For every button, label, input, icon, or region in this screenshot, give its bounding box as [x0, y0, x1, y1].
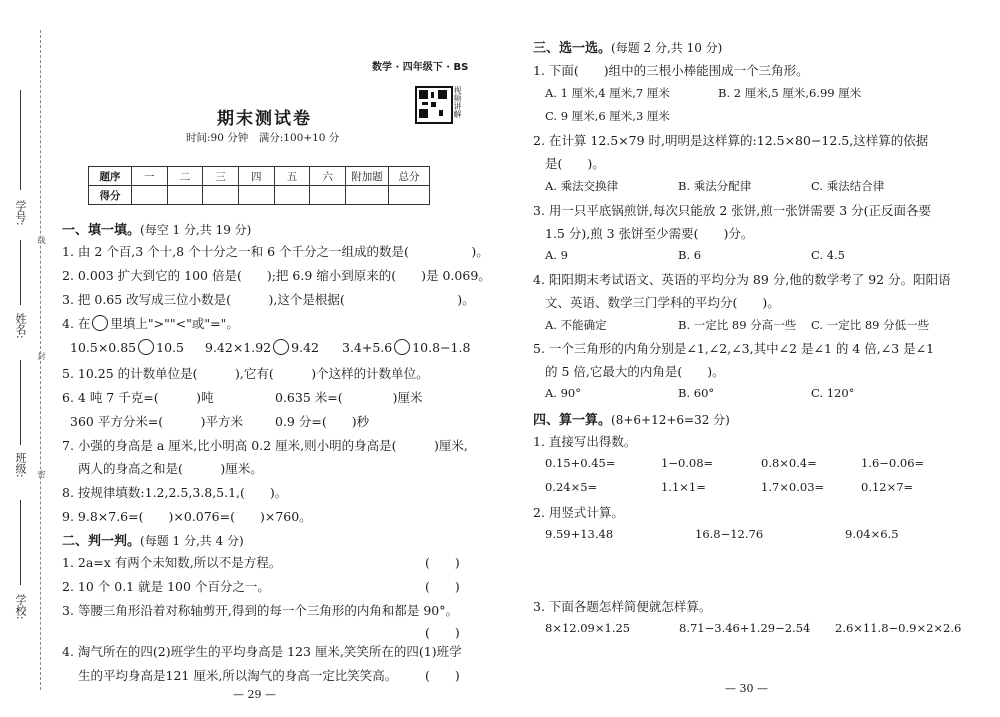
- fill-q4-item-2: [205, 339, 319, 355]
- calc-item: 0.8×0.4=: [761, 456, 817, 470]
- score-row-label: 得分: [89, 186, 132, 205]
- section-title: 四、算一算。: [533, 413, 612, 428]
- calc-item: 0.15+0.45=: [545, 456, 616, 470]
- judge-q1: 1. 2a=x 有两个未知数,所以不是方程。: [62, 555, 282, 570]
- score-table-header-row: [89, 167, 430, 186]
- fill-q8: 8. 按规律填数:1.2,2.5,3.8,5.1,( )。: [62, 485, 288, 500]
- school-line: [20, 500, 21, 585]
- fill-q6c: 360 平方分米=( )平方米: [70, 414, 244, 429]
- calc-q3: 3. 下面各题怎样简便就怎样算。: [533, 599, 712, 614]
- fill-q2: 2. 0.003 扩大到它的 100 倍是( );把 6.9 缩小到原来的( )是 0.069。: [62, 268, 491, 283]
- simplify-item: 8.71−3.46+1.29−2.54: [679, 621, 811, 635]
- calc-q2: 2. 用竖式计算。: [533, 505, 624, 520]
- choice-q3-b[interactable]: B. 6: [678, 248, 702, 262]
- score-blank[interactable]: [346, 186, 389, 205]
- choice-q4b: 文、英语、数学三门学科的平均分( )。: [545, 295, 780, 310]
- q4-prefix: 4. 在: [62, 316, 91, 331]
- fill-q6a: 6. 4 吨 7 千克=( )吨: [62, 390, 214, 405]
- score-cell: 一: [132, 167, 168, 186]
- judge-q3: 3. 等腰三角形沿着对称轴剪开,得到的每一个三角形的内角和都是 90°。: [62, 603, 459, 618]
- fill-q3: 3. 把 0.65 改写成三位小数是( ),这个是根据( )。: [62, 292, 475, 307]
- score-blank[interactable]: [274, 186, 310, 205]
- class-label: 班级:: [14, 452, 27, 478]
- left-page: [0, 0, 495, 717]
- exam-title: 期末测试卷: [217, 109, 312, 129]
- class-line: [20, 360, 21, 445]
- choice-q2a: 2. 在计算 12.5×79 时,明明是这样算的:12.5×80−12.5,这样算的依据: [533, 133, 929, 148]
- choice-q1-a[interactable]: A. 1 厘米,4 厘米,7 厘米: [545, 86, 670, 100]
- judge-q4b: 生的平均身高是121 厘米,所以淘气的身高一定比笑笑高。: [78, 668, 398, 683]
- fill-q7b: 两人的身高之和是( )厘米。: [78, 461, 263, 476]
- student-id-line: [20, 90, 21, 190]
- section-note: (8+6+12+6=32 分): [611, 413, 730, 427]
- choice-q5-b[interactable]: B. 60°: [678, 386, 715, 400]
- compare-right: 9.42: [291, 340, 319, 355]
- calc-item: 0.12×7=: [861, 480, 914, 494]
- score-cell: 总分: [389, 167, 430, 186]
- compare-left: 10.5×0.85: [70, 340, 137, 355]
- judge-q1-answer[interactable]: ( ): [425, 555, 460, 570]
- calc-item: 1−0.08=: [661, 456, 714, 470]
- fill-q4-item-1: [70, 339, 184, 355]
- fill-q5: 5. 10.25 的计数单位是( ),它有( )个这样的计数单位。: [62, 366, 429, 381]
- section-4-heading: [533, 409, 730, 428]
- name-line: [20, 240, 21, 305]
- calc-q1: 1. 直接写出得数。: [533, 434, 637, 449]
- fill-q6d: 0.9 分=( )秒: [275, 414, 370, 429]
- fill-q4-item-3: [342, 339, 470, 355]
- choice-q3a: 3. 用一只平底锅煎饼,每次只能放 2 张饼,煎一张饼需要 3 分(正反面各要: [533, 203, 932, 218]
- choice-q5-a[interactable]: A. 90°: [545, 386, 581, 400]
- choice-q4-b[interactable]: B. 一定比 89 分高一些: [678, 318, 797, 332]
- compare-right: 10.8−1.8: [412, 340, 471, 355]
- fill-q7a: 7. 小强的身高是 a 厘米,比小明高 0.2 厘米,则小明的身高是( )厘米,: [62, 438, 468, 453]
- video-explain-label: 视频讲解: [453, 86, 462, 118]
- score-blank[interactable]: [238, 186, 274, 205]
- fill-q1: 1. 由 2 个百,3 个十,8 个十分之一和 6 个千分之一组成的数是( )。: [62, 244, 489, 259]
- fill-q4: [62, 314, 239, 332]
- exam-subtitle: 时间:90 分钟 满分:100+10 分: [186, 132, 340, 144]
- choice-q1-c[interactable]: C. 9 厘米,6 厘米,3 厘米: [545, 109, 670, 123]
- calc-item: 1.7×0.03=: [761, 480, 825, 494]
- score-cell: 附加题: [346, 167, 389, 186]
- simplify-item: 2.6×11.8−0.9×2×2.6: [835, 621, 962, 635]
- choice-q5-c[interactable]: C. 120°: [811, 386, 855, 400]
- page-number-right: — 30 —: [725, 682, 768, 695]
- score-blank[interactable]: [132, 186, 168, 205]
- compare-circle-icon[interactable]: [138, 339, 154, 355]
- section-2-heading: [62, 530, 244, 549]
- fill-q9: 9. 9.8×7.6=( )×0.076=( )×760。: [62, 509, 312, 524]
- judge-q4a: 4. 淘气所在的四(2)班学生的平均身高是 123 厘米,笑笑所在的四(1)班学: [62, 644, 462, 659]
- choice-q5a: 5. 一个三角形的内角分别是∠1,∠2,∠3,其中∠2 是∠1 的 4 倍,∠3 是∠1: [533, 341, 935, 356]
- choice-q1: 1. 下面( )组中的三根小棒能围成一个三角形。: [533, 63, 809, 78]
- judge-q4-answer[interactable]: ( ): [425, 668, 460, 683]
- right-page: [503, 0, 1000, 717]
- choice-q5b: 的 5 倍,它最大的内角是( )。: [545, 364, 725, 379]
- score-blank[interactable]: [203, 186, 239, 205]
- choice-q2b: 是( )。: [545, 156, 605, 171]
- seal-mark-mi: 密: [37, 470, 46, 478]
- score-table: [88, 166, 430, 205]
- choice-q3-a[interactable]: A. 9: [545, 248, 568, 262]
- choice-q4-c[interactable]: C. 一定比 89 分低一些: [811, 318, 930, 332]
- compare-circle-icon: [92, 315, 108, 331]
- choice-q2-c[interactable]: C. 乘法结合律: [811, 179, 885, 193]
- name-label: 姓名:: [14, 313, 27, 339]
- book-header: 数学 · 四年级下 · BS: [372, 62, 469, 73]
- choice-q1-b[interactable]: B. 2 厘米,5 厘米,6.99 厘米: [718, 86, 862, 100]
- score-cell: 三: [203, 167, 239, 186]
- section-title: 二、判一判。: [62, 534, 141, 549]
- score-blank[interactable]: [310, 186, 346, 205]
- calc-item: 0.24×5=: [545, 480, 598, 494]
- vertical-calc-item: 9.04×6.5: [845, 527, 899, 541]
- section-title: 一、填一填。: [62, 223, 141, 238]
- score-cell: 四: [238, 167, 274, 186]
- section-title: 三、选一选。: [533, 41, 612, 56]
- judge-q2-answer[interactable]: ( ): [425, 579, 460, 594]
- compare-left: 9.42×1.92: [205, 340, 272, 355]
- compare-left: 3.4+5.6: [342, 340, 393, 355]
- vertical-calc-item: 9.59+13.48: [545, 527, 614, 541]
- section-note: (每题 1 分,共 4 分): [140, 534, 244, 548]
- binding-dash-line: [40, 30, 41, 690]
- score-cell: 五: [274, 167, 310, 186]
- calc-item: 1.6−0.06=: [861, 456, 925, 470]
- section-note: (每题 2 分,共 10 分): [611, 41, 723, 55]
- score-table-score-row: [89, 186, 430, 205]
- seal-mark-line: 线: [37, 236, 46, 244]
- choice-q3-c[interactable]: C. 4.5: [811, 248, 845, 262]
- choice-q3b: 1.5 分),煎 3 张饼至少需要( )分。: [545, 226, 754, 241]
- score-cell: 题序: [89, 167, 132, 186]
- qr-code-icon: [415, 86, 453, 124]
- calc-item: 1.1×1=: [661, 480, 706, 494]
- student-id-label: 学号:: [14, 200, 27, 226]
- choice-q2-b[interactable]: B. 乘法分配律: [678, 179, 752, 193]
- q4-suffix: 里填上">""<"或"="。: [110, 316, 239, 331]
- score-blank[interactable]: [389, 186, 430, 205]
- choice-q4a: 4. 阳阳期末考试语文、英语的平均分为 89 分,他的数学考了 92 分。阳阳语: [533, 272, 951, 287]
- compare-right: 10.5: [156, 340, 184, 355]
- vertical-calc-item: 16.8−12.76: [695, 527, 764, 541]
- section-3-heading: [533, 37, 722, 56]
- section-1-heading: [62, 219, 251, 238]
- compare-circle-icon[interactable]: [394, 339, 410, 355]
- page-number-left: — 29 —: [233, 688, 276, 701]
- score-cell: 六: [310, 167, 346, 186]
- fill-q6b: 0.635 米=( )厘米: [275, 390, 423, 405]
- compare-circle-icon[interactable]: [273, 339, 289, 355]
- school-label: 学校:: [14, 594, 27, 620]
- score-blank[interactable]: [167, 186, 203, 205]
- section-note: (每空 1 分,共 19 分): [140, 223, 252, 237]
- seal-mark-feng: 封: [37, 352, 46, 360]
- choice-q2-a[interactable]: A. 乘法交换律: [545, 179, 619, 193]
- judge-q3-answer[interactable]: ( ): [425, 625, 460, 640]
- score-cell: 二: [167, 167, 203, 186]
- choice-q4-a[interactable]: A. 不能确定: [545, 318, 607, 332]
- simplify-item: 8×12.09×1.25: [545, 621, 631, 635]
- judge-q2: 2. 10 个 0.1 就是 100 个百分之一。: [62, 579, 270, 594]
